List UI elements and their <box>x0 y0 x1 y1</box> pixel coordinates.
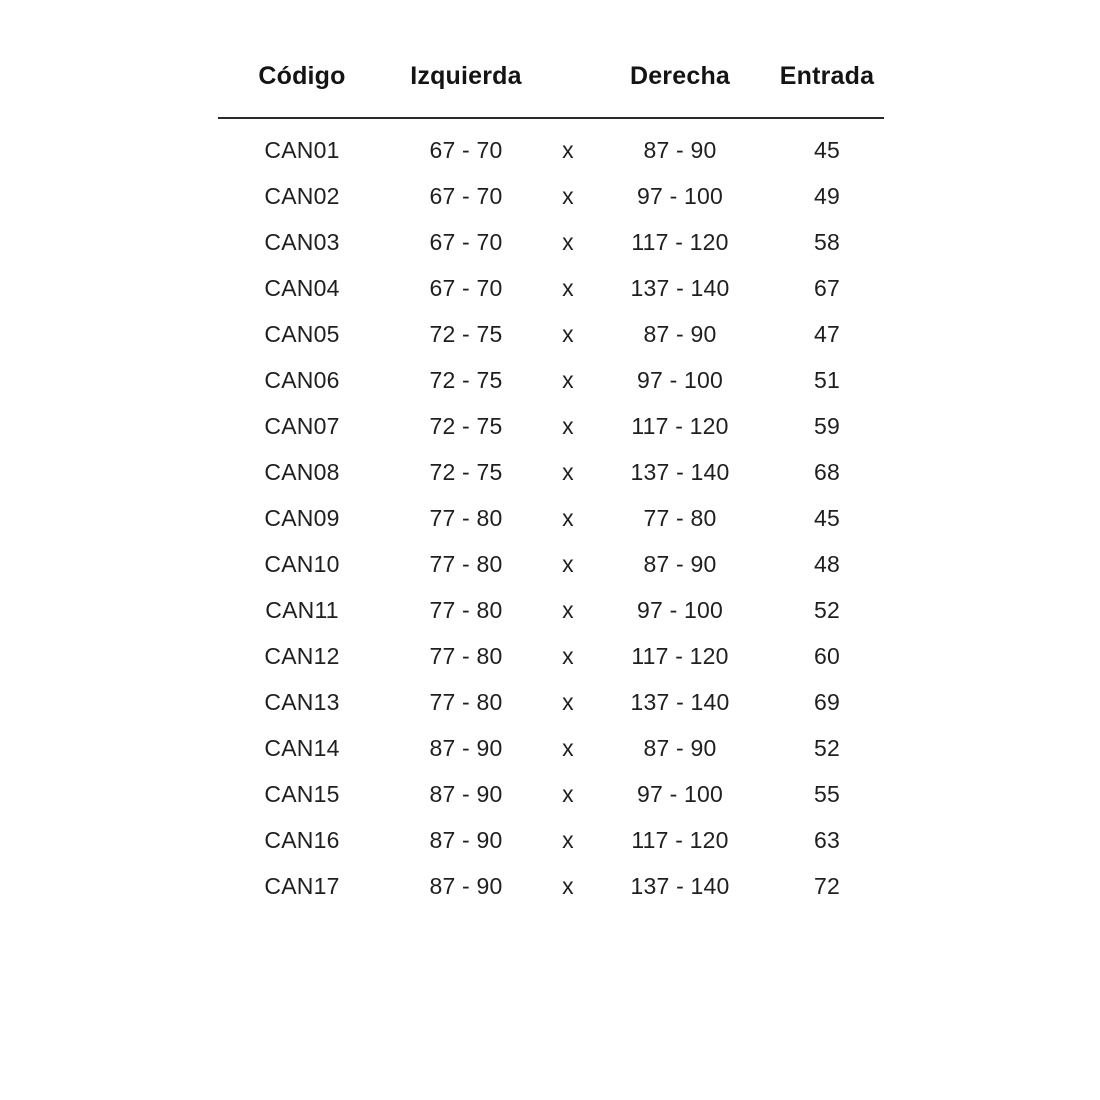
cell-entrada: 55 <box>814 781 840 807</box>
cell-codigo: CAN01 <box>264 137 340 163</box>
cell-derecha: 87 - 90 <box>643 137 717 163</box>
cell-entrada: 59 <box>814 413 840 439</box>
cell-derecha: 97 - 100 <box>637 781 723 807</box>
cell-separator: x <box>562 873 574 899</box>
table-row <box>218 680 884 726</box>
cell-izquierda: 87 - 90 <box>429 873 503 899</box>
cell-izquierda: 87 - 90 <box>429 735 503 761</box>
cell-izquierda: 87 - 90 <box>429 827 503 853</box>
cell-entrada: 69 <box>814 689 840 715</box>
cell-entrada: 52 <box>814 597 840 623</box>
cell-izquierda: 77 - 80 <box>429 505 503 531</box>
cell-derecha: 77 - 80 <box>643 505 717 531</box>
cell-derecha: 97 - 100 <box>637 367 723 393</box>
cell-izquierda: 67 - 70 <box>429 229 503 255</box>
table-row <box>218 542 884 588</box>
cell-derecha: 137 - 140 <box>630 689 730 715</box>
cell-izquierda: 72 - 75 <box>429 459 503 485</box>
cell-entrada: 45 <box>814 505 840 531</box>
cell-izquierda: 77 - 80 <box>429 689 503 715</box>
cell-entrada: 52 <box>814 735 840 761</box>
table-row <box>218 312 884 358</box>
cell-entrada: 68 <box>814 459 840 485</box>
cell-codigo: CAN03 <box>264 229 340 255</box>
table-row <box>218 588 884 634</box>
cell-separator: x <box>562 367 574 393</box>
table-row <box>218 358 884 404</box>
cell-codigo: CAN17 <box>264 873 340 899</box>
cell-entrada: 47 <box>814 321 840 347</box>
cell-izquierda: 67 - 70 <box>429 137 503 163</box>
cell-codigo: CAN12 <box>264 643 340 669</box>
measurements-table <box>218 62 884 910</box>
table-header <box>218 62 884 118</box>
cell-codigo: CAN07 <box>264 413 340 439</box>
column-header-izquierda: Izquierda <box>410 62 522 90</box>
cell-separator: x <box>562 459 574 485</box>
cell-entrada: 60 <box>814 643 840 669</box>
cell-separator: x <box>562 183 574 209</box>
cell-codigo: CAN09 <box>264 505 340 531</box>
table-row <box>218 634 884 680</box>
cell-codigo: CAN14 <box>264 735 340 761</box>
table-row <box>218 450 884 496</box>
cell-separator: x <box>562 321 574 347</box>
cell-derecha: 87 - 90 <box>643 321 717 347</box>
cell-separator: x <box>562 551 574 577</box>
table-header-row <box>218 62 884 118</box>
cell-derecha: 117 - 120 <box>631 827 729 853</box>
cell-entrada: 72 <box>814 873 840 899</box>
column-header-codigo: Código <box>258 62 346 90</box>
cell-entrada: 48 <box>814 551 840 577</box>
cell-entrada: 45 <box>814 137 840 163</box>
cell-derecha: 117 - 120 <box>631 413 729 439</box>
cell-separator: x <box>562 229 574 255</box>
cell-separator: x <box>562 643 574 669</box>
cell-entrada: 63 <box>814 827 840 853</box>
cell-separator: x <box>562 689 574 715</box>
cell-derecha: 117 - 120 <box>631 643 729 669</box>
table-row <box>218 220 884 266</box>
cell-codigo: CAN04 <box>264 275 340 301</box>
cell-derecha: 117 - 120 <box>631 229 729 255</box>
cell-codigo: CAN08 <box>264 459 340 485</box>
cell-separator: x <box>562 505 574 531</box>
table-row <box>218 772 884 818</box>
cell-izquierda: 77 - 80 <box>429 597 503 623</box>
cell-codigo: CAN05 <box>264 321 340 347</box>
cell-entrada: 67 <box>814 275 840 301</box>
cell-izquierda: 67 - 70 <box>429 275 503 301</box>
table-row <box>218 118 884 174</box>
column-header-derecha: Derecha <box>629 62 731 90</box>
cell-izquierda: 67 - 70 <box>429 183 503 209</box>
column-header-entrada: Entrada <box>779 62 875 90</box>
cell-codigo: CAN13 <box>264 689 340 715</box>
cell-entrada: 58 <box>814 229 840 255</box>
cell-entrada: 51 <box>814 367 840 393</box>
cell-derecha: 97 - 100 <box>637 597 723 623</box>
cell-derecha: 87 - 90 <box>643 735 717 761</box>
cell-codigo: CAN11 <box>265 597 339 623</box>
cell-izquierda: 72 - 75 <box>429 413 503 439</box>
cell-derecha: 137 - 140 <box>630 459 730 485</box>
cell-izquierda: 72 - 75 <box>429 367 503 393</box>
cell-separator: x <box>562 137 574 163</box>
table-row <box>218 496 884 542</box>
cell-derecha: 87 - 90 <box>643 551 717 577</box>
table-row <box>218 818 884 864</box>
cell-codigo: CAN02 <box>264 183 340 209</box>
table-row <box>218 404 884 450</box>
cell-derecha: 137 - 140 <box>630 873 730 899</box>
cell-izquierda: 77 - 80 <box>429 643 503 669</box>
cell-codigo: CAN16 <box>264 827 340 853</box>
cell-separator: x <box>562 413 574 439</box>
table-row <box>218 266 884 312</box>
cell-derecha: 137 - 140 <box>630 275 730 301</box>
cell-separator: x <box>562 597 574 623</box>
cell-separator: x <box>562 827 574 853</box>
cell-derecha: 97 - 100 <box>637 183 723 209</box>
cell-izquierda: 72 - 75 <box>429 321 503 347</box>
cell-izquierda: 87 - 90 <box>429 781 503 807</box>
table-row <box>218 864 884 910</box>
table-row <box>218 174 884 220</box>
cell-separator: x <box>562 275 574 301</box>
cell-separator: x <box>562 735 574 761</box>
cell-codigo: CAN15 <box>264 781 340 807</box>
cell-codigo: CAN10 <box>264 551 340 577</box>
cell-separator: x <box>562 781 574 807</box>
table-row <box>218 726 884 772</box>
cell-izquierda: 77 - 80 <box>429 551 503 577</box>
cell-codigo: CAN06 <box>264 367 340 393</box>
cell-entrada: 49 <box>814 183 840 209</box>
column-header-separator <box>546 62 590 118</box>
spec-table-container <box>218 62 884 910</box>
table-body <box>218 118 884 910</box>
